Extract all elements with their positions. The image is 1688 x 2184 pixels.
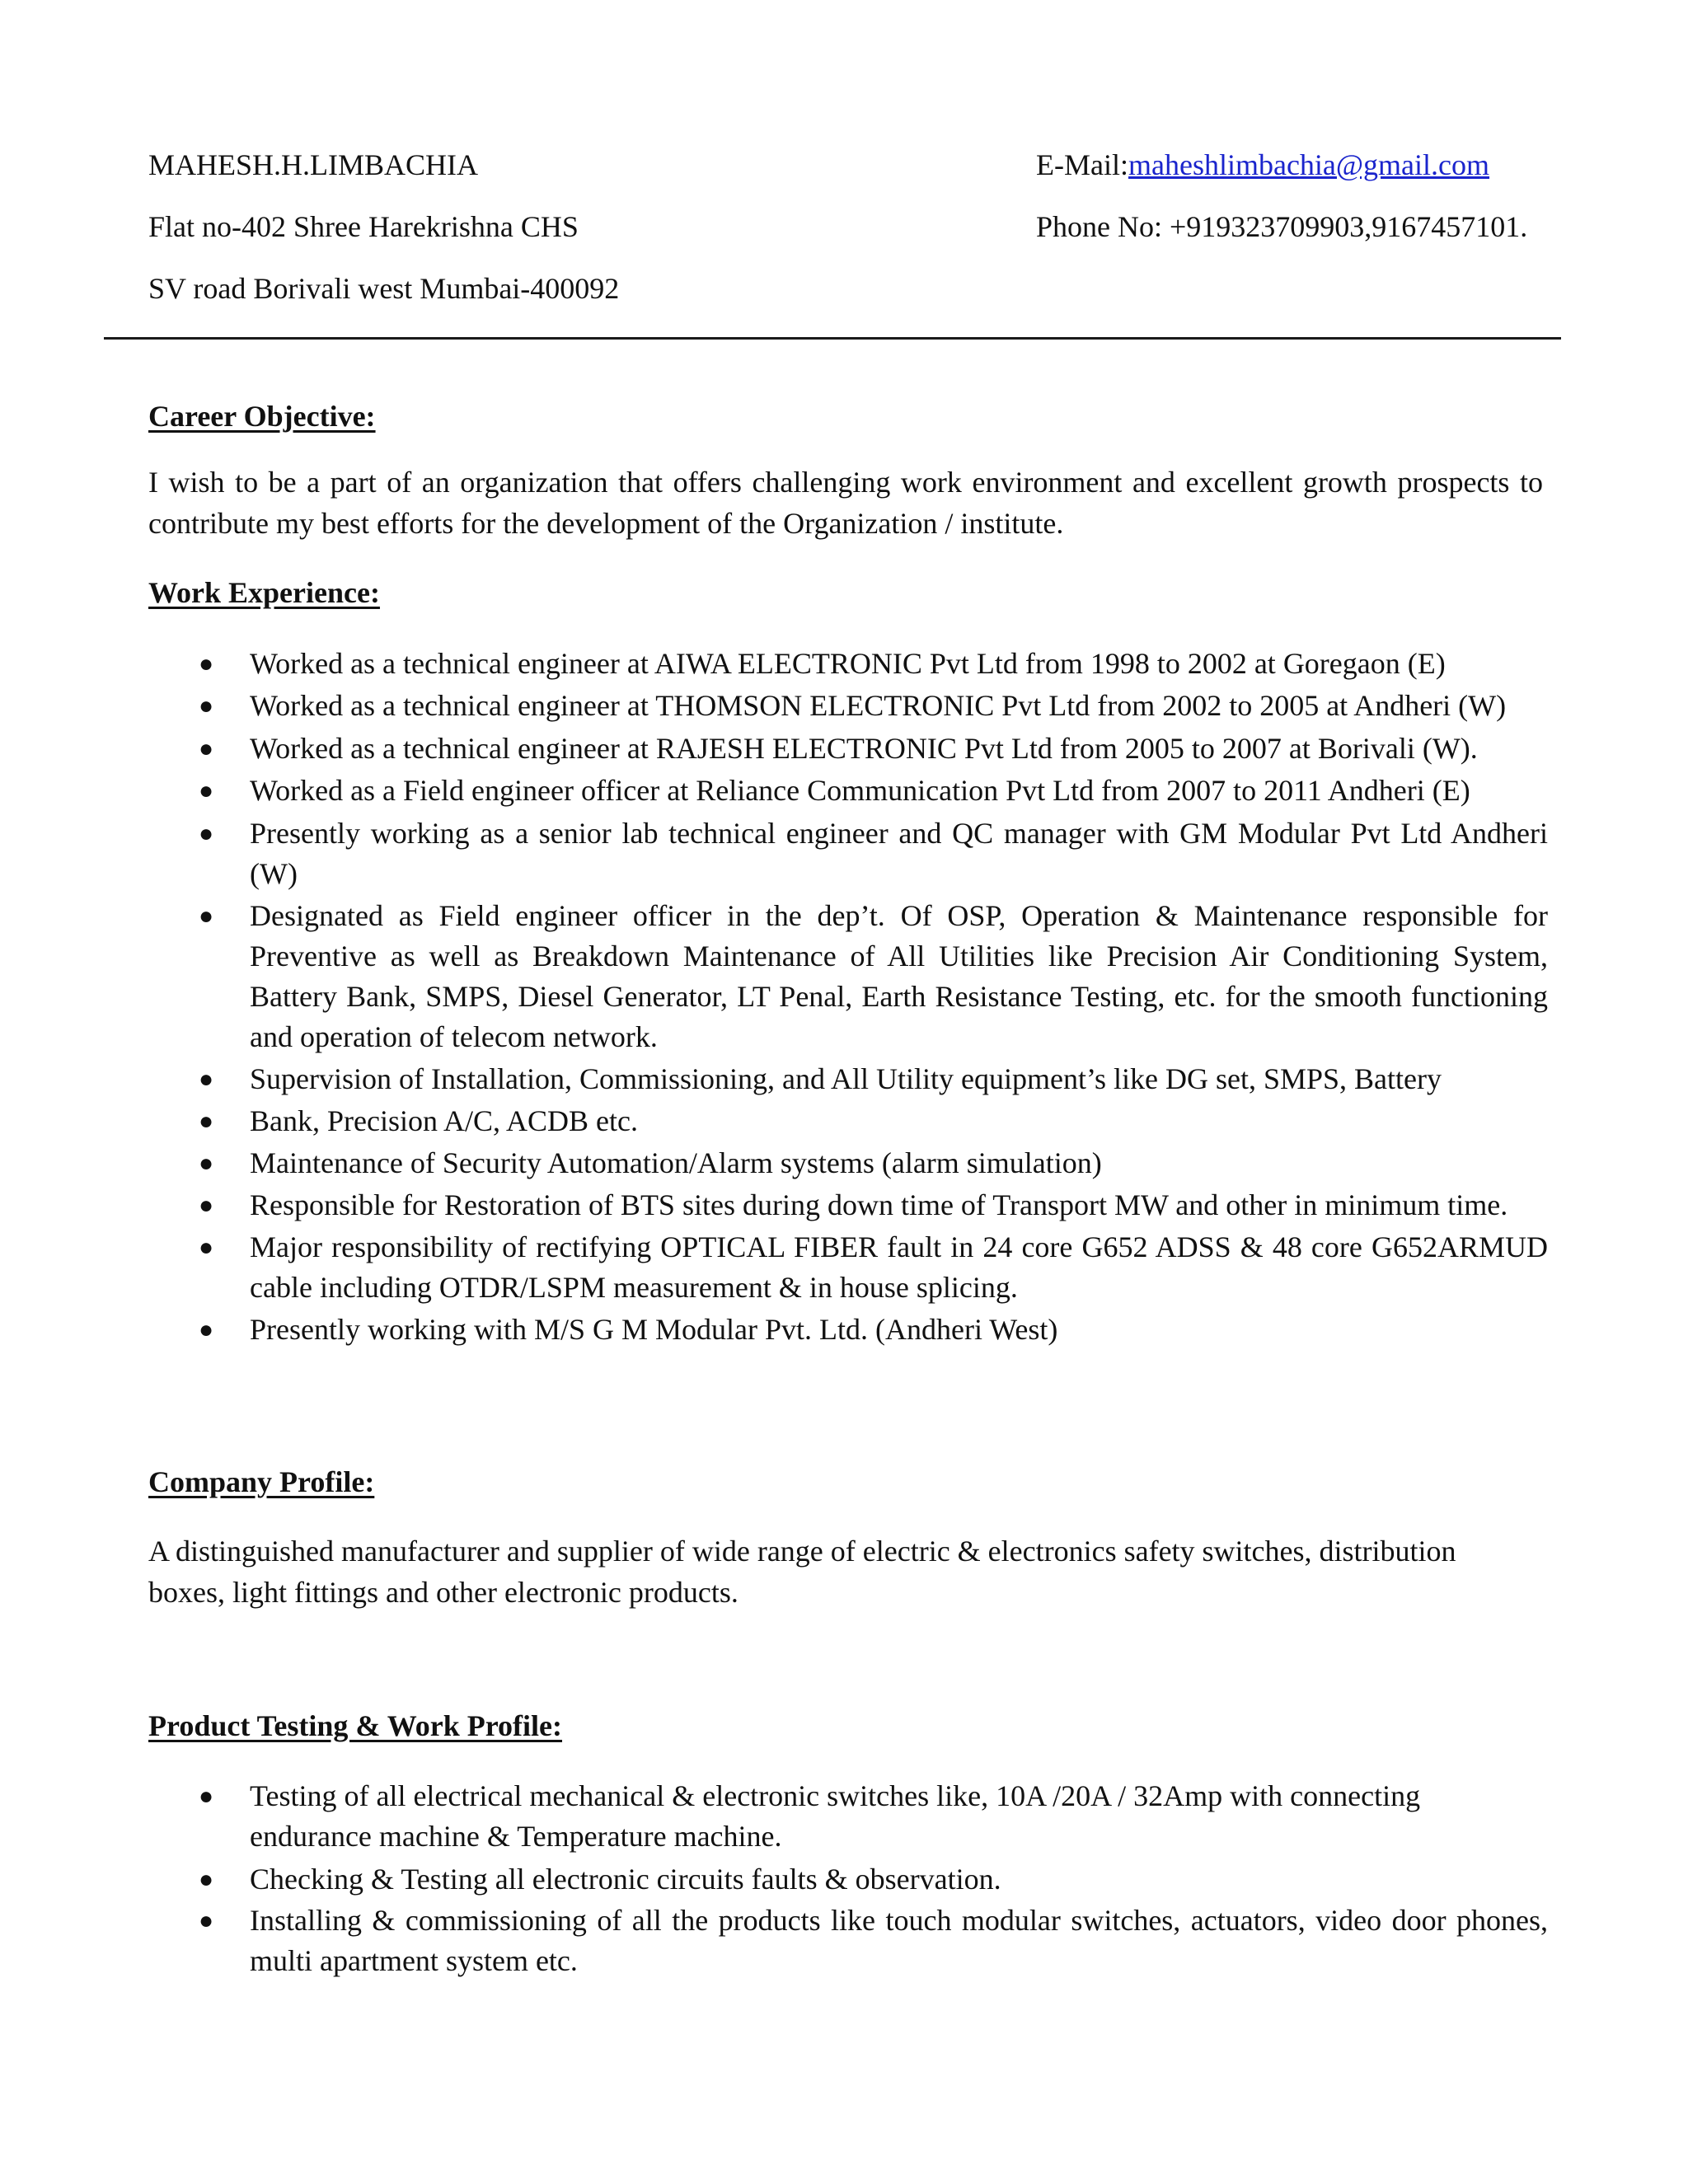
career-objective-heading: Career Objective: xyxy=(148,400,376,433)
bullet-icon: ● xyxy=(199,1108,214,1135)
list-item-text: Designated as Field engineer officer in the dep’t. Of OSP, Operation & Maintenance responsible for Preventive as well as Breakdown Maintenance of All Utilities like Precision Air Conditioning System, Battery Bank, SMPS, Diesel Generator, LT Penal, Earth Resistance Testing, etc. for the smooth functioning and operation of telecom network. xyxy=(250,899,1548,1053)
email-line xyxy=(1036,147,1489,183)
list-item-text: Supervision of Installation, Commissioning, and All Utility equipment’s like DG set, SMPS, Battery xyxy=(250,1062,1442,1095)
bullet-icon: ● xyxy=(199,1316,214,1343)
address-line-1: Flat no-402 Shree Harekrishna CHS xyxy=(148,210,579,243)
phone-number: Phone No: +919323709903,9167457101. xyxy=(1036,210,1528,243)
bullet-icon: ● xyxy=(199,777,214,804)
bullet-icon: ● xyxy=(199,1907,214,1934)
list-item-text: Maintenance of Security Automation/Alarm systems (alarm simulation) xyxy=(250,1146,1102,1179)
list-item-text: Worked as a technical engineer at THOMSON ELECTRONIC Pvt Ltd from 2002 to 2005 at Andheri (W) xyxy=(250,689,1507,722)
list-item-text: Installing & commissioning of all the products like touch modular switches, actuators, video door phones, multi apartment system etc. xyxy=(250,1904,1548,1977)
bullet-icon: ● xyxy=(199,1066,214,1093)
bullet-icon: ● xyxy=(199,692,214,719)
work-experience-heading: Work Experience: xyxy=(148,576,380,609)
product-testing-heading: Product Testing & Work Profile: xyxy=(148,1709,563,1742)
list-item-text: Presently working as a senior lab technical engineer and QC manager with GM Modular Pvt Ltd Andheri (W) xyxy=(250,817,1548,890)
bullet-icon: ● xyxy=(199,1192,214,1219)
list-item-text: Worked as a Field engineer officer at Reliance Communication Pvt Ltd from 2007 to 2011 Andheri (E) xyxy=(250,774,1470,807)
header-divider xyxy=(104,337,1561,340)
career-objective-text: I wish to be a part of an organization that offers challenging work environment and excellent growth prospects to contribute my best efforts for the development of the Organization / institute. xyxy=(148,466,1543,540)
candidate-name: MAHESH.H.LIMBACHIA xyxy=(148,148,479,181)
list-item-text: Worked as a technical engineer at RAJESH ELECTRONIC Pvt Ltd from 2005 to 2007 at Borivali (W). xyxy=(250,732,1478,765)
email-label: E-Mail: xyxy=(1036,148,1128,181)
company-profile-text: A distinguished manufacturer and supplier of wide range of electric & electronics safety switches, distribution boxes, light fittings and other electronic products. xyxy=(148,1535,1456,1609)
list-item-text: Testing of all electrical mechanical & electronic switches like, 10A /20A / 32Amp with connecting endurance machine & Temperature machine. xyxy=(250,1779,1421,1853)
bullet-icon: ● xyxy=(199,902,214,930)
list-item-text: Bank, Precision A/C, ACDB etc. xyxy=(250,1104,638,1137)
list-item-text: Presently working with M/S G M Modular Pvt. Ltd. (Andheri West) xyxy=(250,1313,1058,1346)
list-item-text: Worked as a technical engineer at AIWA ELECTRONIC Pvt Ltd from 1998 to 2002 at Goregaon (E) xyxy=(250,647,1446,680)
company-profile-heading: Company Profile: xyxy=(148,1465,375,1498)
bullet-icon: ● xyxy=(199,1234,214,1261)
list-item-text: Major responsibility of rectifying OPTICAL FIBER fault in 24 core G652 ADSS & 48 core G652ARMUD cable including OTDR/LSPM measurement & in house splicing. xyxy=(250,1230,1548,1304)
list-item-text: Checking & Testing all electronic circuits faults & observation. xyxy=(250,1863,1001,1896)
email-link[interactable]: maheshlimbachia@gmail.com xyxy=(1128,148,1490,181)
bullet-icon: ● xyxy=(199,1866,214,1893)
bullet-icon: ● xyxy=(199,1150,214,1177)
bullet-icon: ● xyxy=(199,820,214,847)
bullet-icon: ● xyxy=(199,1783,214,1810)
address-line-2: SV road Borivali west Mumbai-400092 xyxy=(148,272,620,305)
bullet-icon: ● xyxy=(199,735,214,762)
list-item-text: Responsible for Restoration of BTS sites during down time of Transport MW and other in minimum time. xyxy=(250,1188,1508,1221)
bullet-icon: ● xyxy=(199,650,214,677)
